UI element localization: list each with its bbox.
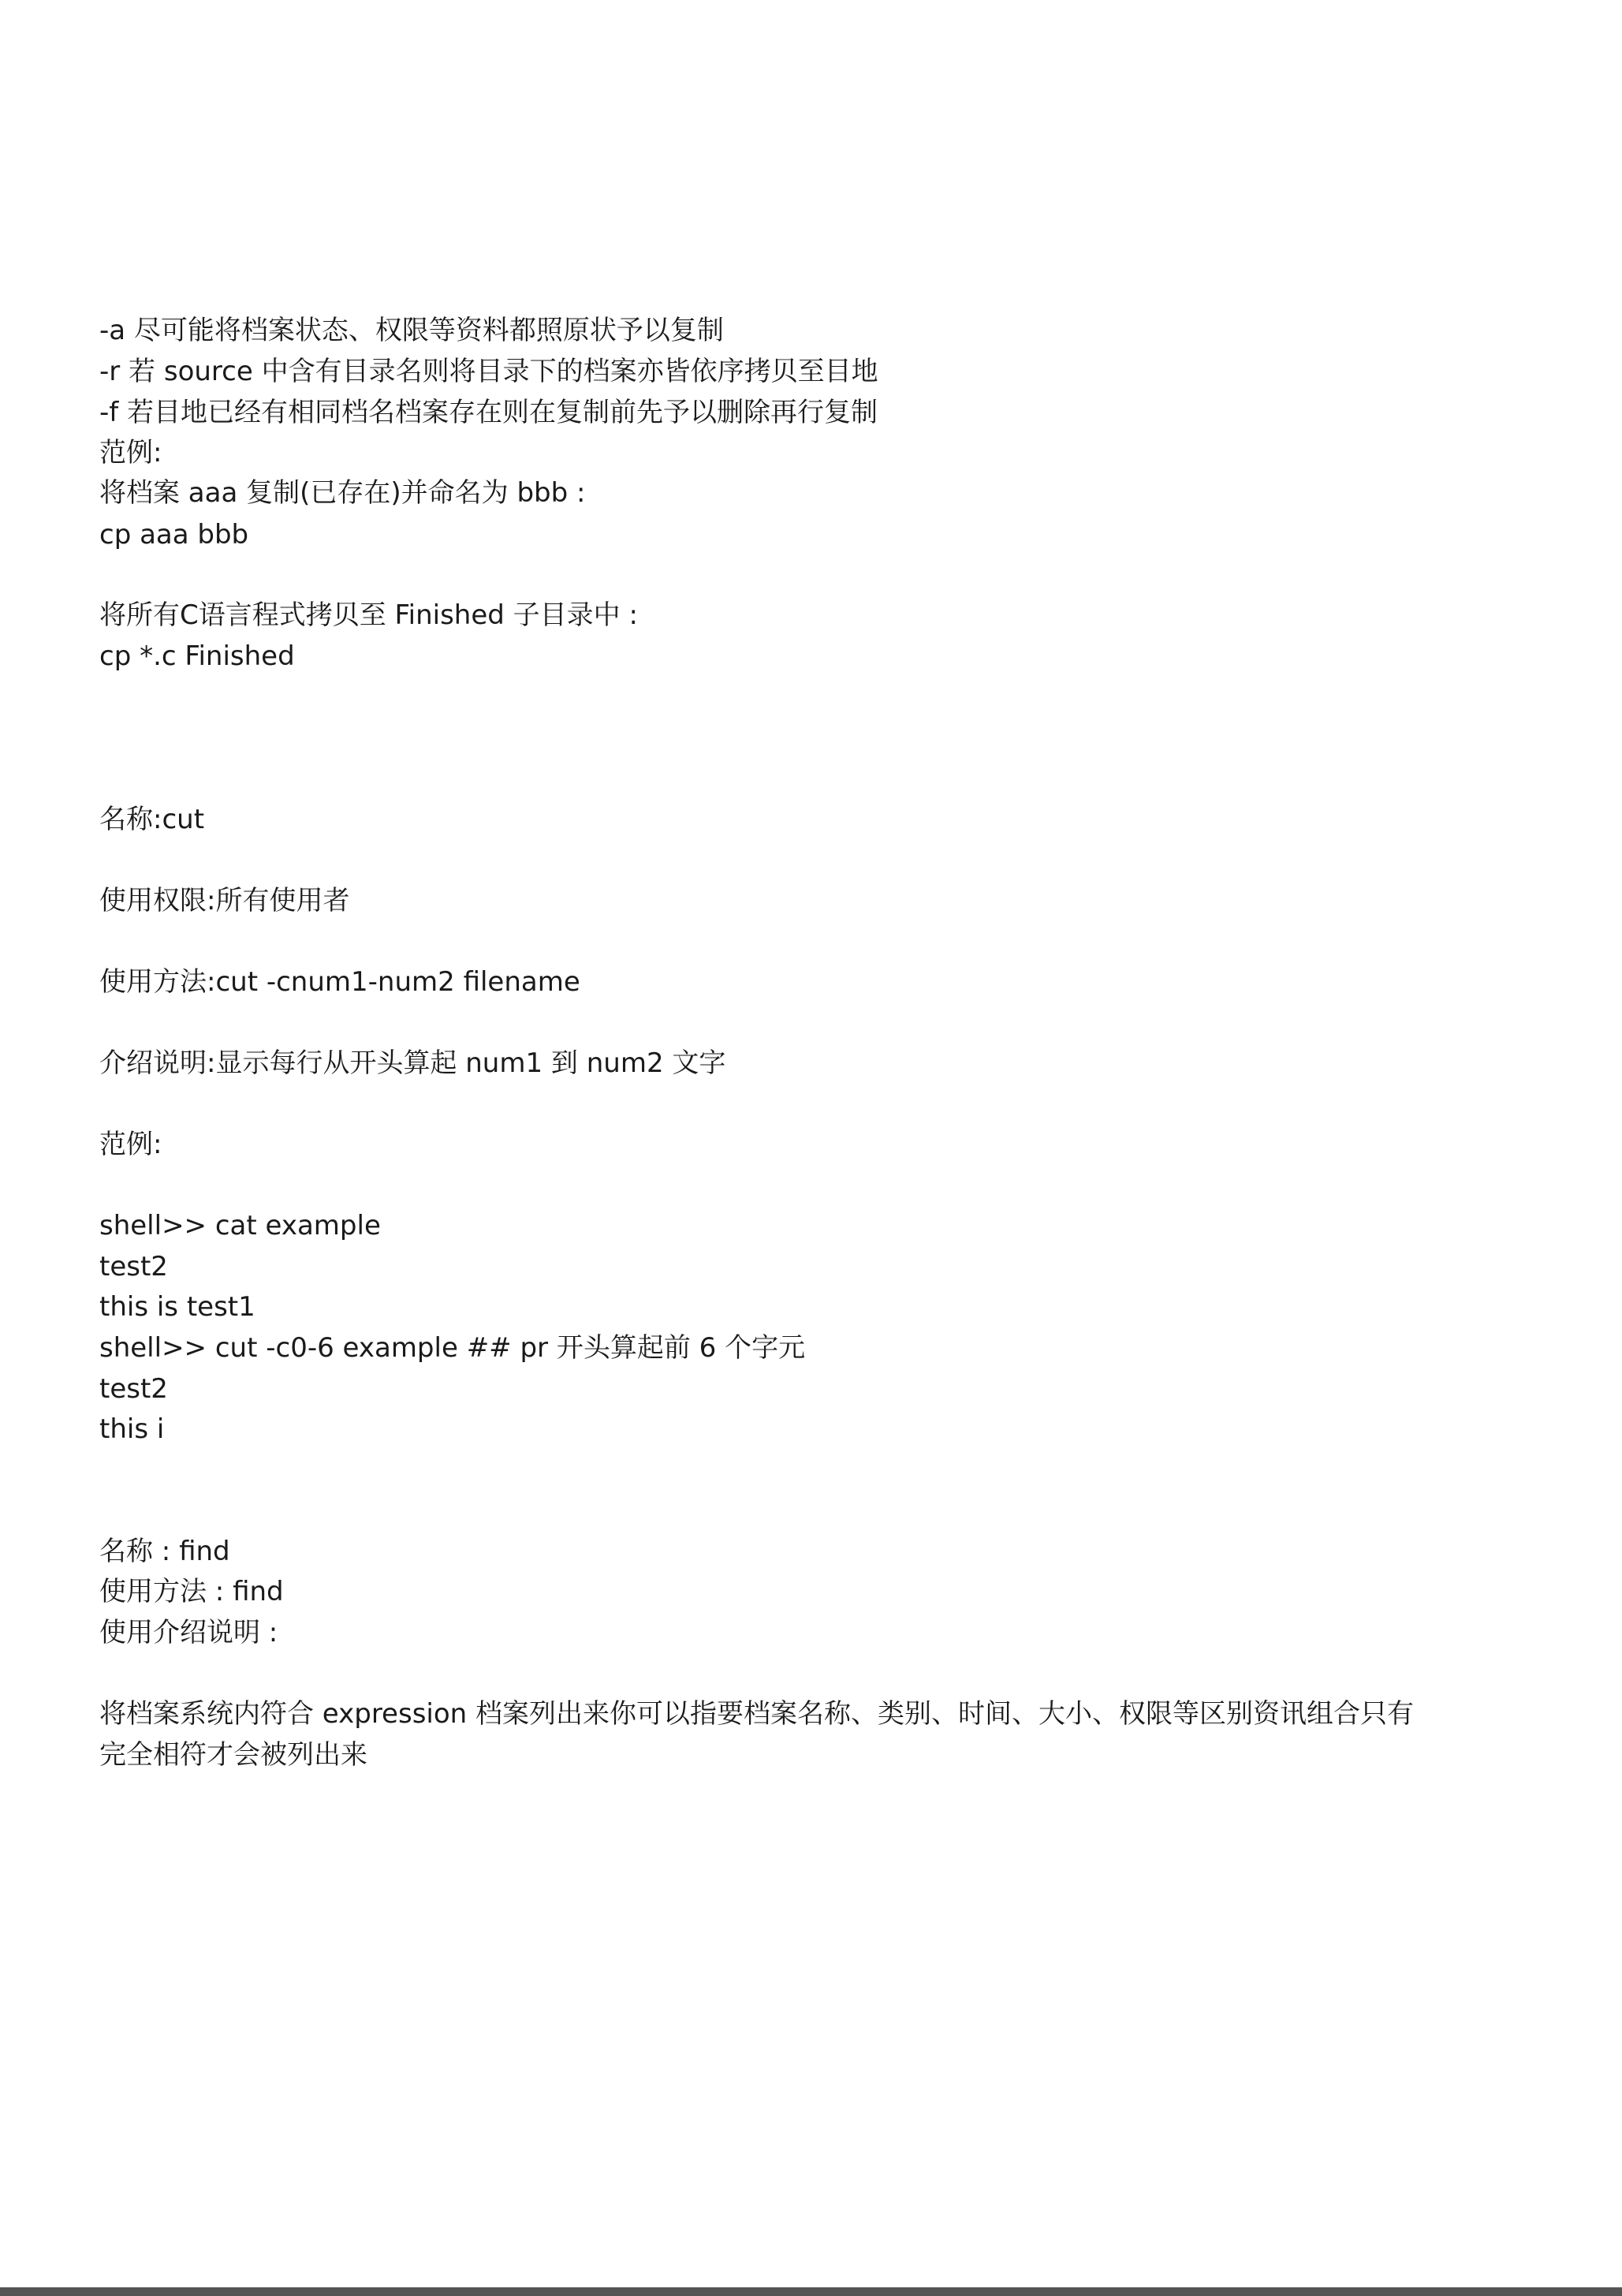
cp-example-heading: 范例: [99,437,162,469]
find-description-line: 将档案系统内符合 expression 档案列出来你可以指要档案名称、类别、时间、大小、权限等区别资讯组合只有 [99,1698,1415,1730]
cut-example-line: test2 [99,1251,168,1282]
find-name: 名称 : find [99,1536,230,1567]
cut-example-line: test2 [99,1373,168,1405]
cut-name: 名称:cut [99,804,205,835]
cut-permission: 使用权限:所有使用者 [99,885,350,917]
page-bottom-border [0,2287,1622,2296]
cut-description: 介绍说明:显示每行从开头算起 num1 到 num2 文字 [99,1047,726,1079]
cp-example2-desc: 将所有C语言程式拷贝至 Finished 子目录中 : [99,599,638,631]
cut-example-heading: 范例: [99,1129,162,1160]
cut-example-line: shell>> cat example [99,1210,381,1241]
cp-option-r: -r 若 source 中含有目录名则将目录下的档案亦皆依序拷贝至目地 [99,356,878,387]
cp-option-a: -a 尽可能将档案状态、权限等资料都照原状予以复制 [99,315,724,346]
find-usage: 使用方法 : find [99,1576,284,1607]
cp-option-f: -f 若目地已经有相同档名档案存在则在复制前先予以删除再行复制 [99,397,878,428]
cut-usage: 使用方法:cut -cnum1-num2 filename [99,966,580,998]
cp-example1-desc: 将档案 aaa 复制(已存在)并命名为 bbb : [99,477,586,509]
cp-example2-cmd: cp *.c Finished [99,640,295,672]
find-intro-label: 使用介绍说明 : [99,1617,278,1648]
cp-example1-cmd: cp aaa bbb [99,519,249,551]
cut-example-line: this i [99,1413,165,1445]
cut-example-line: this is test1 [99,1291,255,1323]
find-description-line: 完全相符才会被列出来 [99,1739,367,1771]
cut-example-line: shell>> cut -c0-6 example ## pr 开头算起前 6 个字元 [99,1332,806,1364]
